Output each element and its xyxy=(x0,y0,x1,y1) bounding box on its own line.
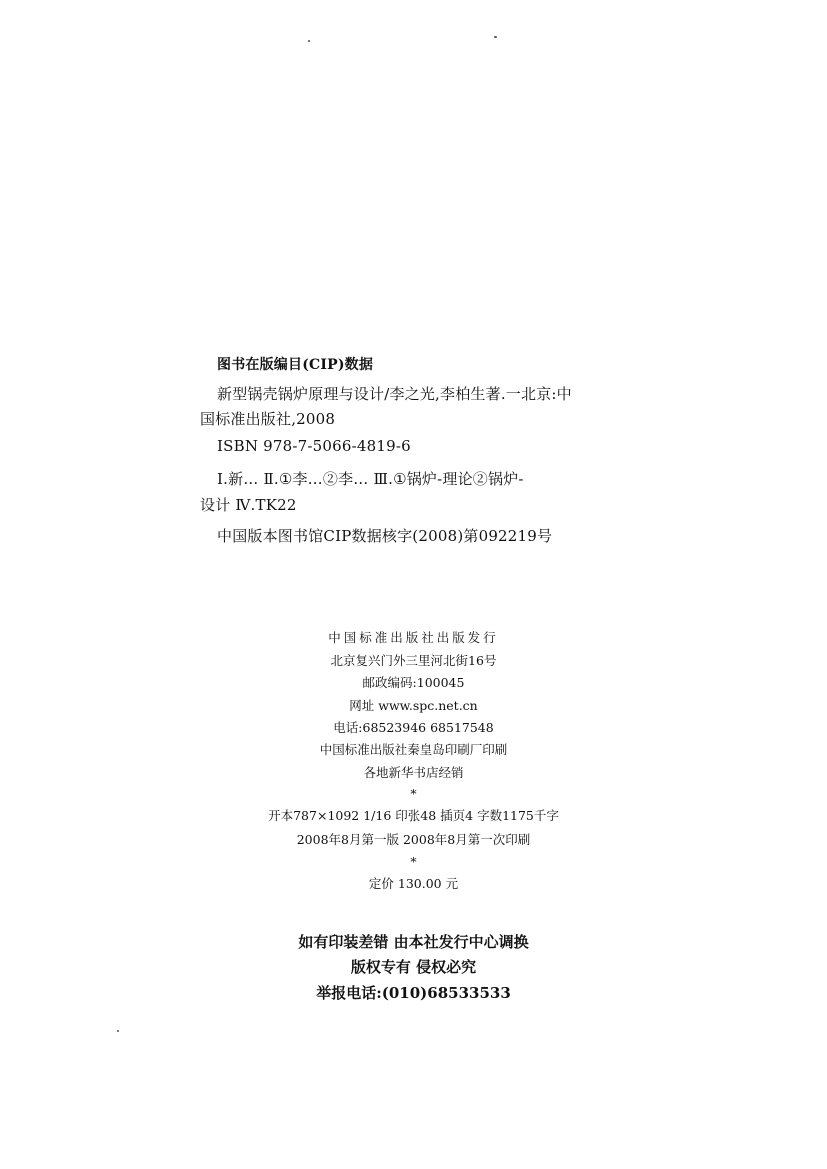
publisher-postcode: 邮政编码:100045 xyxy=(362,675,465,690)
scan-speck xyxy=(308,40,310,42)
format-line: 开本787×1092 1/16 印张48 插页4 字数1175千字 xyxy=(268,808,559,823)
separator-star-2: * xyxy=(410,854,417,869)
scan-speck xyxy=(494,36,497,38)
publisher-phone: 电话:68523946 68517548 xyxy=(333,720,494,735)
printer-line: 中国标准出版社秦皇岛印刷厂印刷 xyxy=(319,742,508,757)
distributor-line: 各地新华书店经销 xyxy=(363,765,464,780)
publisher-line: 中国标准出版社出版发行 xyxy=(328,630,499,645)
publisher-website: 网址 www.spc.net.cn xyxy=(349,698,478,713)
cip-title-line-2: 国标准出版社,2008 xyxy=(200,410,336,428)
cip-heading: 图书在版编目(CIP)数据 xyxy=(217,357,374,373)
cip-number: 中国版本图书馆CIP数据核字(2008)第092219号 xyxy=(217,527,553,545)
cip-isbn: ISBN 978-7-5066-4819-6 xyxy=(217,437,411,455)
price-line: 定价 130.00 元 xyxy=(368,876,459,891)
edition-line: 2008年8月第一版 2008年8月第一次印刷 xyxy=(296,832,531,847)
cip-subject-line-2: 设计 Ⅳ.TK22 xyxy=(200,496,297,514)
notice-rights: 版权专有 侵权必究 xyxy=(350,958,477,976)
notice-misprint: 如有印装差错 由本社发行中心调换 xyxy=(298,933,529,951)
cip-subject-line-1: Ⅰ.新… Ⅱ.①李…②李… Ⅲ.①锅炉-理论②锅炉- xyxy=(217,470,524,488)
publisher-address: 北京复兴门外三里河北街16号 xyxy=(330,653,497,668)
separator-star-1: * xyxy=(410,786,417,801)
cip-title-line-1: 新型锅壳锅炉原理与设计/李之光,李柏生著.一北京:中 xyxy=(217,385,572,403)
notice-report-phone: 举报电话:(010)68533533 xyxy=(316,984,511,1002)
scan-speck xyxy=(117,1030,119,1032)
